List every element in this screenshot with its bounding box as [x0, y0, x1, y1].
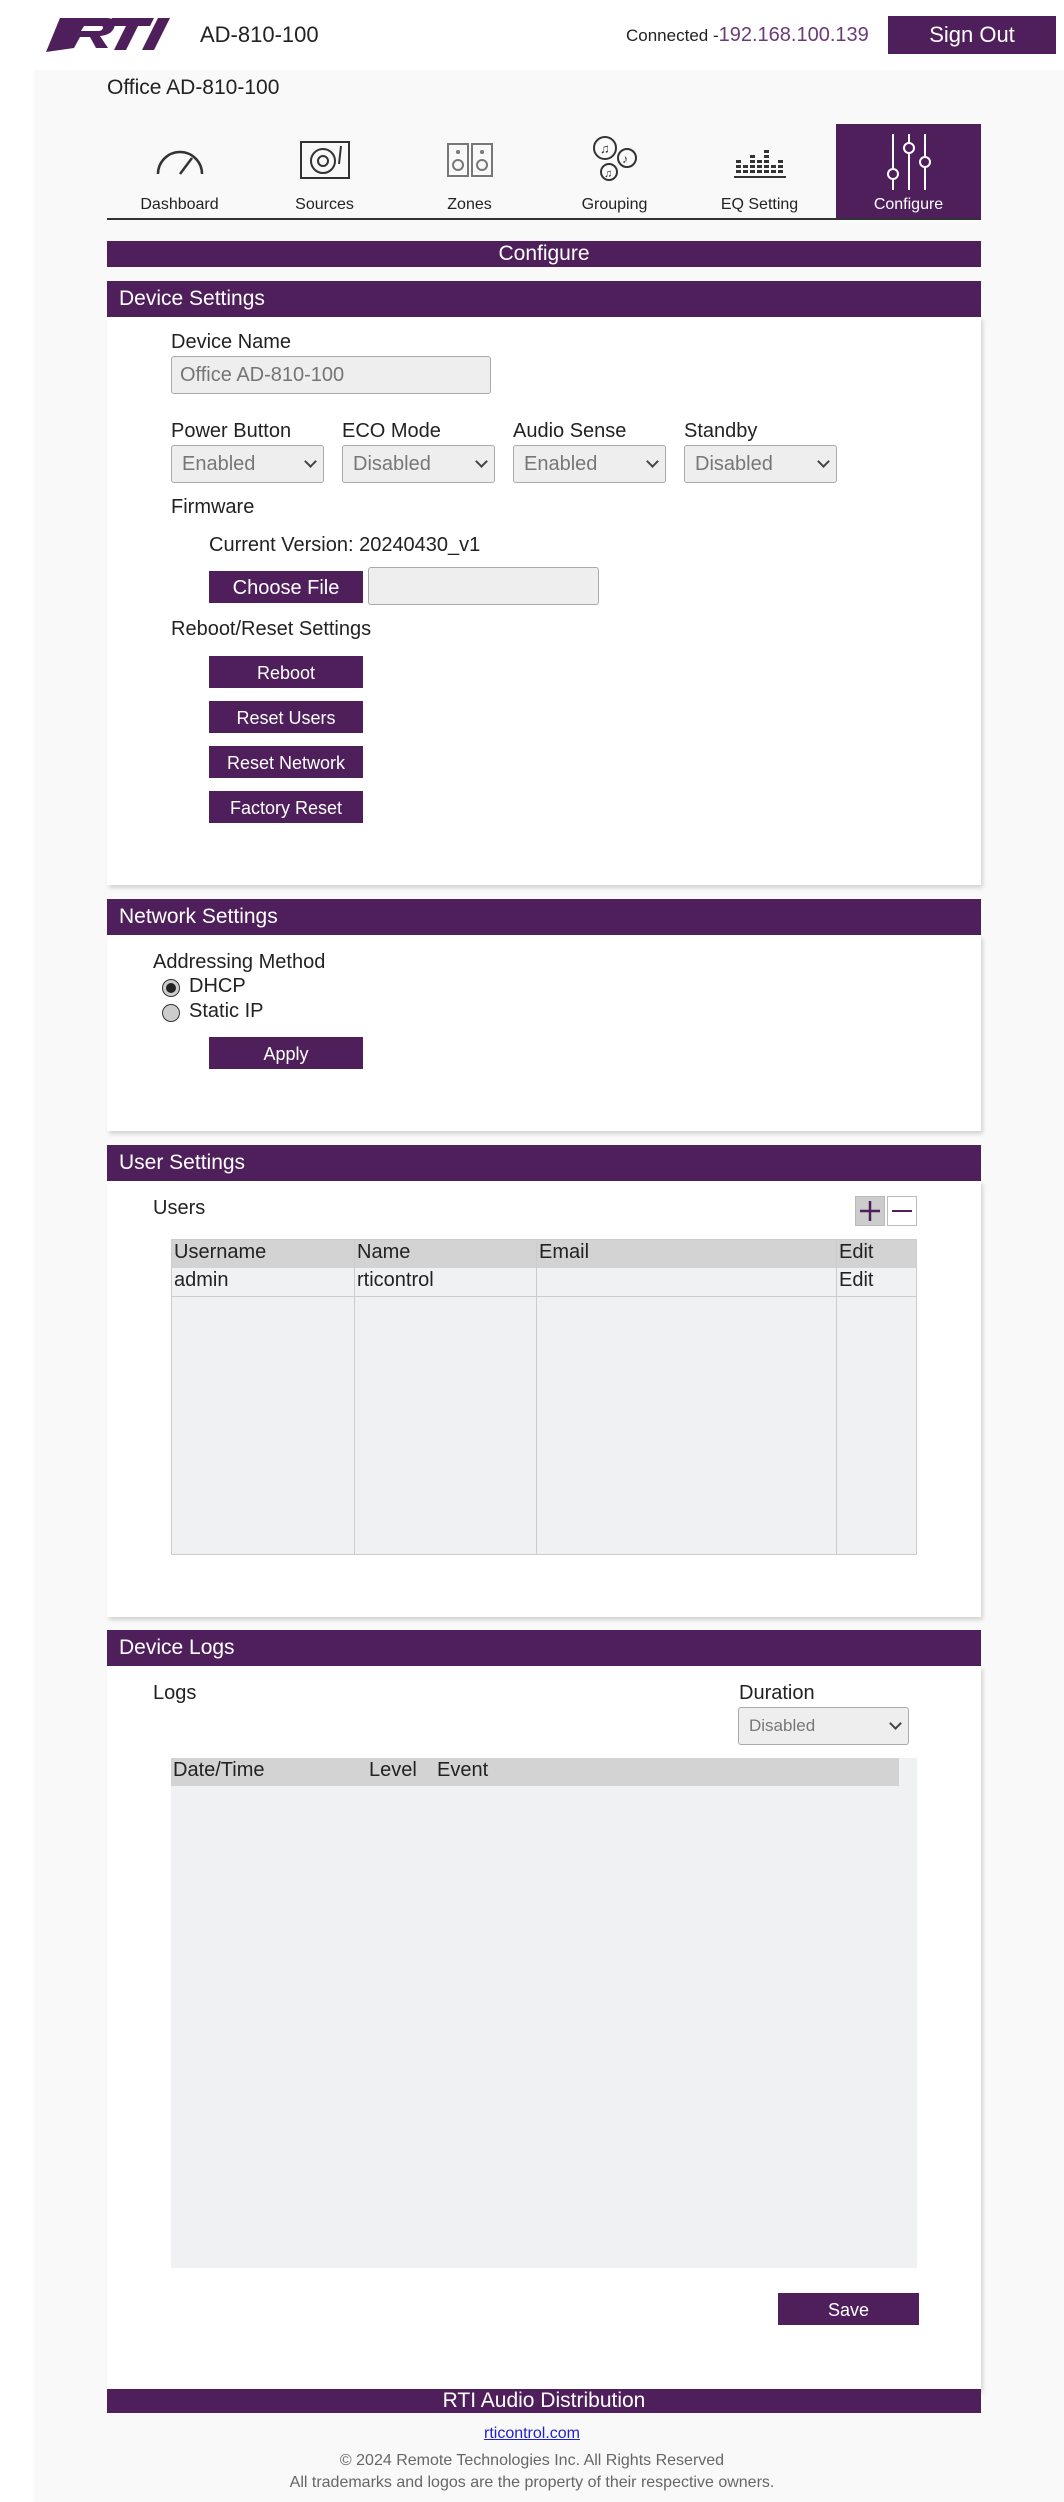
logs-table [171, 1758, 917, 2268]
dhcp-label: DHCP [189, 975, 246, 997]
duration-value: Disabled [749, 1716, 816, 1735]
factory-reset-button[interactable]: Factory Reset [209, 791, 363, 823]
top-header [0, 0, 1064, 70]
rti-logo [46, 14, 186, 56]
audio-sense-value: Enabled [524, 453, 598, 475]
logs-label: Logs [153, 1682, 197, 1704]
duration-select[interactable] [738, 1707, 909, 1745]
speakers-icon [444, 140, 496, 180]
col-edit: Edit [839, 1241, 874, 1263]
col-username: Username [174, 1241, 267, 1263]
tab-zones[interactable] [397, 124, 542, 218]
tab-sources[interactable] [252, 124, 397, 218]
firmware-label: Firmware [171, 496, 255, 518]
addressing-method-label: Addressing Method [153, 951, 326, 973]
sliders-icon [883, 134, 935, 190]
user-row-name: rticontrol [357, 1269, 434, 1291]
user-row-username: admin [174, 1269, 229, 1291]
chevron-down-icon [304, 455, 317, 468]
users-table [171, 1239, 917, 1555]
duration-label: Duration [739, 1682, 815, 1704]
chevron-down-icon [475, 455, 488, 468]
dhcp-radio[interactable] [162, 979, 180, 997]
standby-select[interactable] [684, 445, 837, 483]
power-button-label: Power Button [171, 420, 292, 442]
add-user-button[interactable] [855, 1196, 885, 1226]
col-email: Email [539, 1241, 590, 1263]
footer-copyright-line: © 2024 Remote Technologies Inc. All Rights Reserved [339, 2452, 725, 2469]
footer-legal [0, 2450, 1064, 2494]
nav-tabs [107, 124, 981, 220]
eco-mode-value: Disabled [353, 453, 431, 475]
tab-label: Configure [873, 196, 944, 213]
static-ip-label: Static IP [189, 1000, 264, 1022]
configure-banner: Configure [107, 241, 981, 267]
col-event: Event [437, 1759, 489, 1781]
footer-trademark-line: All trademarks and logos are the property of their respective owners. [289, 2474, 775, 2491]
file-name-field[interactable] [368, 567, 599, 605]
audio-sense-select[interactable] [513, 445, 666, 483]
standby-label: Standby [684, 420, 758, 442]
svg-text:♫: ♫ [599, 141, 610, 156]
device-settings-header: Device Settings [107, 281, 981, 317]
firmware-current-version: Current Version: 20240430_v1 [209, 534, 481, 556]
device-logs-header: Device Logs [107, 1630, 981, 1666]
audio-sense-label: Audio Sense [513, 420, 627, 442]
music-notes-icon [589, 134, 641, 182]
remove-user-button[interactable] [887, 1196, 917, 1226]
standby-value: Disabled [695, 453, 773, 475]
page-title: Office AD-810-100 [107, 76, 280, 99]
tab-label: Grouping [581, 196, 648, 213]
connected-label: Connected - [626, 26, 719, 45]
device-name-label: Device Name [171, 331, 292, 353]
reset-users-button[interactable]: Reset Users [209, 701, 363, 733]
eco-mode-label: ECO Mode [342, 420, 441, 442]
footer-link[interactable]: rticontrol.com [483, 2425, 581, 2442]
svg-text:♫: ♫ [603, 168, 612, 180]
power-button-select[interactable] [171, 445, 324, 483]
reset-network-button[interactable]: Reset Network [209, 746, 363, 778]
reboot-button[interactable]: Reboot [209, 656, 363, 688]
tab-dashboard[interactable] [107, 124, 252, 218]
equalizer-icon [734, 140, 786, 180]
gauge-icon [154, 140, 206, 180]
logs-table-header [171, 1758, 899, 1786]
chevron-down-icon [889, 1717, 902, 1730]
col-level: Level [369, 1759, 417, 1781]
power-button-value: Enabled [182, 453, 256, 475]
plus-icon [856, 1197, 884, 1225]
tab-grouping[interactable] [542, 124, 687, 218]
tab-label: Dashboard [140, 196, 219, 213]
device-name-input[interactable] [171, 356, 491, 394]
turntable-icon [299, 140, 351, 180]
choose-file-button[interactable]: Choose File [209, 571, 363, 603]
tab-label: Sources [295, 196, 354, 213]
tab-eq-setting[interactable] [687, 124, 832, 218]
users-label: Users [153, 1197, 206, 1219]
minus-icon [888, 1197, 916, 1225]
svg-text:♪: ♪ [621, 152, 628, 166]
chevron-down-icon [646, 455, 659, 468]
tab-label: Zones [447, 196, 492, 213]
eco-mode-select[interactable] [342, 445, 495, 483]
tab-configure[interactable] [836, 124, 981, 218]
tab-label: EQ Setting [720, 196, 799, 213]
user-settings-header: User Settings [107, 1145, 981, 1181]
user-row-edit-link[interactable]: Edit [839, 1269, 874, 1291]
footer-banner: RTI Audio Distribution [107, 2389, 981, 2413]
chevron-down-icon [817, 455, 830, 468]
static-ip-radio[interactable] [162, 1004, 180, 1022]
network-settings-header: Network Settings [107, 899, 981, 935]
col-name: Name [357, 1241, 411, 1263]
apply-button[interactable]: Apply [209, 1037, 363, 1069]
sign-out-button[interactable]: Sign Out [888, 16, 1056, 54]
reboot-reset-label: Reboot/Reset Settings [171, 618, 372, 640]
device-model: AD-810-100 [200, 22, 319, 47]
connection-status [626, 24, 869, 47]
save-logs-button[interactable]: Save [778, 2293, 919, 2325]
ip-address: 192.168.100.139 [718, 24, 869, 46]
col-date-time: Date/Time [173, 1759, 265, 1781]
